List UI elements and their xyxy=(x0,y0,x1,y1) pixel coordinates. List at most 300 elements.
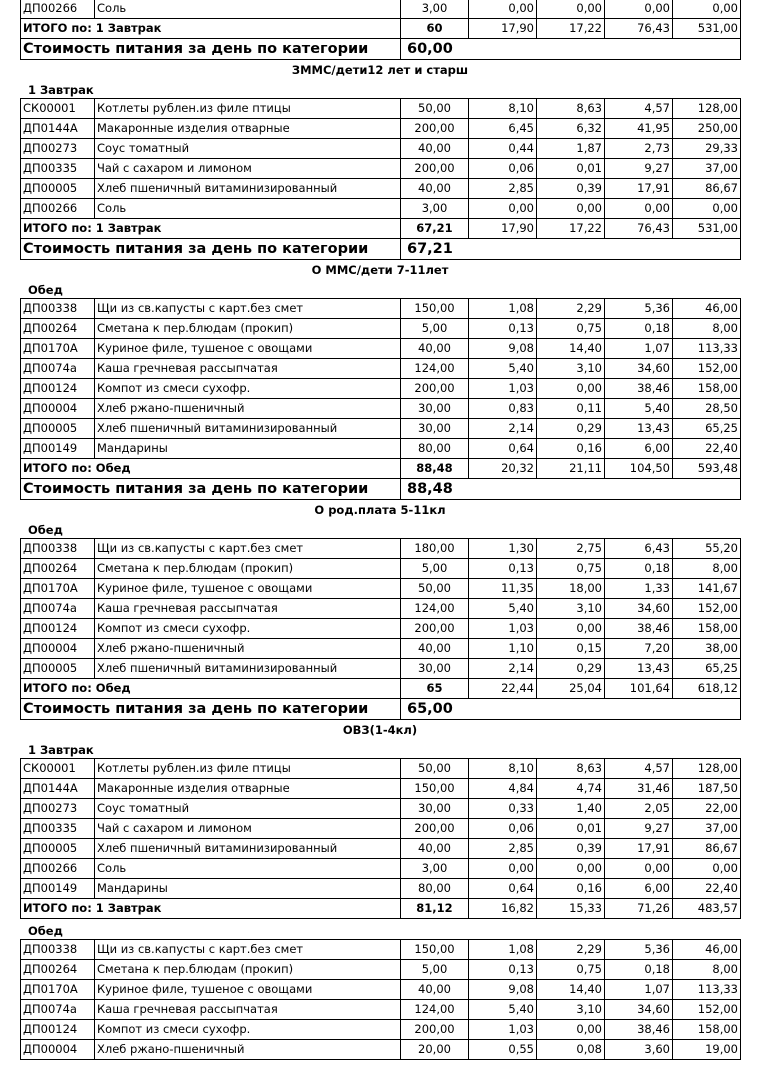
dish-code: ДП00266 xyxy=(21,199,95,219)
dish-carbs: 38,46 xyxy=(605,619,673,639)
dish-mass: 200,00 xyxy=(401,619,469,639)
dish-mass: 200,00 xyxy=(401,1020,469,1040)
table-row xyxy=(21,599,741,619)
table-row xyxy=(21,639,741,659)
day-cost-value: 67,21 xyxy=(401,239,741,260)
dish-carbs: 7,20 xyxy=(605,639,673,659)
dish-mass: 200,00 xyxy=(401,379,469,399)
menu-table xyxy=(20,538,741,720)
table-row xyxy=(21,539,741,559)
dish-energy: 158,00 xyxy=(673,619,741,639)
dish-mass: 20,00 xyxy=(401,1040,469,1060)
dish-code: ДП00338 xyxy=(21,299,95,319)
table-row xyxy=(21,99,741,119)
dish-name: Соль xyxy=(95,199,401,219)
dish-fat: 8,63 xyxy=(537,99,605,119)
dish-mass: 124,00 xyxy=(401,599,469,619)
dish-energy: 86,67 xyxy=(673,179,741,199)
dish-protein: 1,08 xyxy=(469,299,537,319)
dish-protein: 9,08 xyxy=(469,339,537,359)
dish-fat: 8,63 xyxy=(537,759,605,779)
category-title: ОВЗ(1-4кл) xyxy=(342,723,418,737)
dish-name: Соль xyxy=(95,0,401,19)
dish-fat: 0,29 xyxy=(537,419,605,439)
dish-carbs: 2,05 xyxy=(605,799,673,819)
dish-mass: 50,00 xyxy=(401,99,469,119)
meal-total-row xyxy=(21,899,741,919)
table-row xyxy=(21,799,741,819)
dish-name: Мандарины xyxy=(95,439,401,459)
dish-mass: 40,00 xyxy=(401,839,469,859)
dish-fat: 2,75 xyxy=(537,539,605,559)
day-cost-value: 60,00 xyxy=(401,39,741,60)
dish-carbs: 6,43 xyxy=(605,539,673,559)
dish-mass: 124,00 xyxy=(401,359,469,379)
dish-code: ДП00124 xyxy=(21,619,95,639)
dish-code: ДП0170А xyxy=(21,579,95,599)
total-protein: 22,44 xyxy=(469,679,537,699)
total-label: ИТОГО по: 1 Завтрак xyxy=(21,19,401,39)
dish-code: ДП00004 xyxy=(21,639,95,659)
total-fat: 17,22 xyxy=(537,219,605,239)
dish-protein: 1,03 xyxy=(469,619,537,639)
dish-code: ДП0074а xyxy=(21,359,95,379)
dish-protein: 6,45 xyxy=(469,119,537,139)
total-carbs: 104,50 xyxy=(605,459,673,479)
dish-mass: 150,00 xyxy=(401,940,469,960)
dish-protein: 8,10 xyxy=(469,99,537,119)
dish-energy: 128,00 xyxy=(673,99,741,119)
dish-code: ДП00264 xyxy=(21,319,95,339)
dish-protein: 9,08 xyxy=(469,980,537,1000)
dish-energy: 152,00 xyxy=(673,359,741,379)
dish-carbs: 6,00 xyxy=(605,439,673,459)
dish-protein: 0,13 xyxy=(469,319,537,339)
meal-title: Обед xyxy=(28,283,63,297)
dish-code: ДП00264 xyxy=(21,960,95,980)
dish-carbs: 1,07 xyxy=(605,339,673,359)
dish-carbs: 5,36 xyxy=(605,299,673,319)
total-fat: 17,22 xyxy=(537,19,605,39)
category-title: ЗММС/дети12 лет и старш xyxy=(291,63,469,77)
dish-mass: 50,00 xyxy=(401,759,469,779)
total-energy: 483,57 xyxy=(673,899,741,919)
dish-carbs: 0,18 xyxy=(605,319,673,339)
dish-protein: 2,85 xyxy=(469,179,537,199)
table-row xyxy=(21,879,741,899)
dish-name: Соль xyxy=(95,859,401,879)
table-row xyxy=(21,980,741,1000)
dish-protein: 1,08 xyxy=(469,940,537,960)
dish-mass: 80,00 xyxy=(401,439,469,459)
dish-name: Сметана к пер.блюдам (прокип) xyxy=(95,559,401,579)
dish-name: Хлеб ржано-пшеничный xyxy=(95,399,401,419)
dish-fat: 0,00 xyxy=(537,0,605,19)
dish-carbs: 6,00 xyxy=(605,879,673,899)
dish-fat: 1,87 xyxy=(537,139,605,159)
dish-protein: 1,10 xyxy=(469,639,537,659)
day-cost-label: Стоимость питания за день по категории xyxy=(21,239,401,260)
dish-energy: 113,33 xyxy=(673,980,741,1000)
table-row xyxy=(21,619,741,639)
dish-code: ДП0144А xyxy=(21,779,95,799)
dish-energy: 65,25 xyxy=(673,659,741,679)
dish-code: ДП00005 xyxy=(21,839,95,859)
dish-mass: 124,00 xyxy=(401,1000,469,1020)
dish-fat: 0,00 xyxy=(537,859,605,879)
dish-fat: 0,00 xyxy=(537,199,605,219)
dish-code: ДП00338 xyxy=(21,940,95,960)
total-protein: 20,32 xyxy=(469,459,537,479)
dish-name: Чай с сахаром и лимоном xyxy=(95,819,401,839)
dish-carbs: 0,00 xyxy=(605,859,673,879)
menu-table xyxy=(20,98,741,260)
dish-carbs: 41,95 xyxy=(605,119,673,139)
dish-name: Щи из св.капусты с карт.без смет xyxy=(95,940,401,960)
menu-table xyxy=(20,298,741,500)
dish-mass: 80,00 xyxy=(401,879,469,899)
total-protein: 17,90 xyxy=(469,219,537,239)
dish-protein: 0,00 xyxy=(469,859,537,879)
dish-mass: 150,00 xyxy=(401,299,469,319)
dish-fat: 0,75 xyxy=(537,319,605,339)
dish-protein: 5,40 xyxy=(469,599,537,619)
dish-carbs: 4,57 xyxy=(605,99,673,119)
dish-code: ДП00005 xyxy=(21,179,95,199)
dish-fat: 0,16 xyxy=(537,439,605,459)
category-section xyxy=(20,260,740,500)
dish-fat: 0,00 xyxy=(537,1020,605,1040)
dish-name: Каша гречневая рассыпчатая xyxy=(95,1000,401,1020)
table-row xyxy=(21,179,741,199)
dish-energy: 46,00 xyxy=(673,940,741,960)
meal-title: Обед xyxy=(28,924,63,938)
day-cost-label: Стоимость питания за день по категории xyxy=(21,39,401,60)
table-row xyxy=(21,659,741,679)
dish-name: Хлеб пшеничный витаминизированный xyxy=(95,839,401,859)
dish-protein: 2,85 xyxy=(469,839,537,859)
day-cost-label: Стоимость питания за день по категории xyxy=(21,479,401,500)
dish-name: Макаронные изделия отварные xyxy=(95,119,401,139)
dish-energy: 8,00 xyxy=(673,960,741,980)
dish-fat: 0,11 xyxy=(537,399,605,419)
dish-code: ДП0170А xyxy=(21,980,95,1000)
dish-name: Каша гречневая рассыпчатая xyxy=(95,359,401,379)
table-row xyxy=(21,759,741,779)
dish-fat: 0,00 xyxy=(537,379,605,399)
dish-name: Хлеб ржано-пшеничный xyxy=(95,1040,401,1060)
day-cost-row xyxy=(21,239,741,260)
dish-energy: 0,00 xyxy=(673,199,741,219)
dish-name: Компот из смеси сухофр. xyxy=(95,1020,401,1040)
day-cost-value: 65,00 xyxy=(401,699,741,720)
dish-carbs: 17,91 xyxy=(605,179,673,199)
dish-fat: 14,40 xyxy=(537,980,605,1000)
dish-energy: 38,00 xyxy=(673,639,741,659)
table-row xyxy=(21,139,741,159)
dish-mass: 30,00 xyxy=(401,799,469,819)
dish-code: ДП0074а xyxy=(21,599,95,619)
dish-mass: 50,00 xyxy=(401,579,469,599)
total-fat: 25,04 xyxy=(537,679,605,699)
total-cost: 81,12 xyxy=(401,899,469,919)
dish-fat: 18,00 xyxy=(537,579,605,599)
dish-code: ДП00335 xyxy=(21,159,95,179)
dish-mass: 150,00 xyxy=(401,779,469,799)
total-protein: 17,90 xyxy=(469,19,537,39)
dish-name: Котлеты рублен.из филе птицы xyxy=(95,99,401,119)
dish-protein: 5,40 xyxy=(469,1000,537,1020)
dish-carbs: 0,00 xyxy=(605,199,673,219)
dish-code: ДП00273 xyxy=(21,799,95,819)
total-cost: 67,21 xyxy=(401,219,469,239)
dish-protein: 2,14 xyxy=(469,419,537,439)
dish-carbs: 0,00 xyxy=(605,0,673,19)
dish-carbs: 34,60 xyxy=(605,359,673,379)
dish-code: ДП00124 xyxy=(21,1020,95,1040)
dish-code: ДП00004 xyxy=(21,1040,95,1060)
dish-protein: 2,14 xyxy=(469,659,537,679)
table-row xyxy=(21,839,741,859)
category-list xyxy=(20,60,740,1060)
dish-mass: 3,00 xyxy=(401,0,469,19)
menu-report xyxy=(20,0,740,1060)
dish-carbs: 38,46 xyxy=(605,1020,673,1040)
dish-carbs: 0,18 xyxy=(605,559,673,579)
dish-code: ДП0170А xyxy=(21,339,95,359)
dish-fat: 2,29 xyxy=(537,299,605,319)
dish-energy: 37,00 xyxy=(673,159,741,179)
dish-protein: 0,83 xyxy=(469,399,537,419)
dish-name: Хлеб пшеничный витаминизированный xyxy=(95,179,401,199)
dish-protein: 0,55 xyxy=(469,1040,537,1060)
dish-code: ДП00266 xyxy=(21,0,95,19)
dish-energy: 8,00 xyxy=(673,319,741,339)
dish-energy: 141,67 xyxy=(673,579,741,599)
dish-carbs: 17,91 xyxy=(605,839,673,859)
dish-mass: 40,00 xyxy=(401,179,469,199)
dish-carbs: 13,43 xyxy=(605,419,673,439)
dish-mass: 30,00 xyxy=(401,419,469,439)
dish-fat: 3,10 xyxy=(537,359,605,379)
dish-fat: 6,32 xyxy=(537,119,605,139)
dish-fat: 1,40 xyxy=(537,799,605,819)
dish-carbs: 1,07 xyxy=(605,980,673,1000)
category-title: О род.плата 5-11кл xyxy=(314,503,446,517)
dish-code: ДП00005 xyxy=(21,419,95,439)
dish-name: Хлеб пшеничный витаминизированный xyxy=(95,659,401,679)
dish-energy: 86,67 xyxy=(673,839,741,859)
table-row xyxy=(21,379,741,399)
dish-protein: 1,30 xyxy=(469,539,537,559)
dish-energy: 158,00 xyxy=(673,1020,741,1040)
dish-mass: 5,00 xyxy=(401,319,469,339)
table-row xyxy=(21,299,741,319)
dish-protein: 1,03 xyxy=(469,379,537,399)
dish-mass: 40,00 xyxy=(401,639,469,659)
total-cost: 88,48 xyxy=(401,459,469,479)
dish-protein: 0,64 xyxy=(469,439,537,459)
total-energy: 618,12 xyxy=(673,679,741,699)
dish-protein: 0,13 xyxy=(469,960,537,980)
dish-code: СК00001 xyxy=(21,99,95,119)
table-row xyxy=(21,779,741,799)
day-cost-row xyxy=(21,699,741,720)
dish-energy: 0,00 xyxy=(673,0,741,19)
day-cost-value: 88,48 xyxy=(401,479,741,500)
dish-name: Сметана к пер.блюдам (прокип) xyxy=(95,319,401,339)
meal-total-row xyxy=(21,679,741,699)
dish-code: ДП0074а xyxy=(21,1000,95,1020)
menu-table-fragment xyxy=(20,0,741,60)
dish-energy: 55,20 xyxy=(673,539,741,559)
day-cost-label: Стоимость питания за день по категории xyxy=(21,699,401,720)
dish-fat: 14,40 xyxy=(537,339,605,359)
table-row xyxy=(21,960,741,980)
dish-mass: 5,00 xyxy=(401,559,469,579)
dish-protein: 0,00 xyxy=(469,0,537,19)
dish-code: ДП00338 xyxy=(21,539,95,559)
dish-mass: 3,00 xyxy=(401,199,469,219)
dish-protein: 0,06 xyxy=(469,159,537,179)
dish-fat: 0,75 xyxy=(537,960,605,980)
dish-code: ДП00273 xyxy=(21,139,95,159)
dish-name: Сметана к пер.блюдам (прокип) xyxy=(95,960,401,980)
dish-protein: 1,03 xyxy=(469,1020,537,1040)
dish-mass: 180,00 xyxy=(401,539,469,559)
dish-energy: 29,33 xyxy=(673,139,741,159)
total-cost: 60 xyxy=(401,19,469,39)
dish-fat: 2,29 xyxy=(537,940,605,960)
dish-protein: 4,84 xyxy=(469,779,537,799)
dish-protein: 5,40 xyxy=(469,359,537,379)
dish-energy: 187,50 xyxy=(673,779,741,799)
dish-energy: 37,00 xyxy=(673,819,741,839)
dish-energy: 65,25 xyxy=(673,419,741,439)
dish-mass: 200,00 xyxy=(401,119,469,139)
total-label: ИТОГО по: Обед xyxy=(21,459,401,479)
dish-name: Соус томатный xyxy=(95,139,401,159)
table-row xyxy=(21,439,741,459)
dish-fat: 0,39 xyxy=(537,179,605,199)
dish-code: ДП00005 xyxy=(21,659,95,679)
dish-fat: 0,01 xyxy=(537,159,605,179)
dish-fat: 0,39 xyxy=(537,839,605,859)
dish-fat: 0,16 xyxy=(537,879,605,899)
dish-fat: 4,74 xyxy=(537,779,605,799)
dish-carbs: 3,60 xyxy=(605,1040,673,1060)
dish-energy: 250,00 xyxy=(673,119,741,139)
table-row xyxy=(21,199,741,219)
dish-code: ДП00264 xyxy=(21,559,95,579)
dish-code: ДП00266 xyxy=(21,859,95,879)
table-row xyxy=(21,0,741,19)
total-energy: 593,48 xyxy=(673,459,741,479)
table-row xyxy=(21,119,741,139)
dish-fat: 0,75 xyxy=(537,559,605,579)
dish-code: СК00001 xyxy=(21,759,95,779)
dish-mass: 200,00 xyxy=(401,159,469,179)
meal-title: 1 Завтрак xyxy=(28,83,94,97)
meal-title: Обед xyxy=(28,523,63,537)
dish-carbs: 9,27 xyxy=(605,159,673,179)
dish-name: Макаронные изделия отварные xyxy=(95,779,401,799)
dish-mass: 5,00 xyxy=(401,960,469,980)
dish-carbs: 4,57 xyxy=(605,759,673,779)
dish-code: ДП00335 xyxy=(21,819,95,839)
category-section xyxy=(20,500,740,720)
menu-table xyxy=(20,758,741,919)
dish-energy: 46,00 xyxy=(673,299,741,319)
table-row xyxy=(21,859,741,879)
menu-table xyxy=(20,939,741,1060)
dish-energy: 22,40 xyxy=(673,439,741,459)
table-row xyxy=(21,1020,741,1040)
table-row xyxy=(21,819,741,839)
dish-protein: 0,64 xyxy=(469,879,537,899)
dish-carbs: 5,36 xyxy=(605,940,673,960)
total-carbs: 76,43 xyxy=(605,219,673,239)
dish-energy: 22,40 xyxy=(673,879,741,899)
table-row xyxy=(21,359,741,379)
day-cost-row xyxy=(21,479,741,500)
dish-protein: 0,06 xyxy=(469,819,537,839)
table-row xyxy=(21,339,741,359)
total-energy: 531,00 xyxy=(673,19,741,39)
dish-mass: 40,00 xyxy=(401,139,469,159)
dish-energy: 8,00 xyxy=(673,559,741,579)
dish-mass: 30,00 xyxy=(401,399,469,419)
dish-code: ДП00124 xyxy=(21,379,95,399)
dish-mass: 200,00 xyxy=(401,819,469,839)
category-section xyxy=(20,60,740,260)
dish-carbs: 1,33 xyxy=(605,579,673,599)
dish-fat: 0,00 xyxy=(537,619,605,639)
table-row xyxy=(21,399,741,419)
dish-name: Куриное филе, тушеное с овощами xyxy=(95,980,401,1000)
dish-name: Хлеб пшеничный витаминизированный xyxy=(95,419,401,439)
dish-carbs: 34,60 xyxy=(605,1000,673,1020)
meal-total-row xyxy=(21,219,741,239)
dish-fat: 0,01 xyxy=(537,819,605,839)
dish-mass: 40,00 xyxy=(401,339,469,359)
table-row xyxy=(21,1040,741,1060)
dish-fat: 0,29 xyxy=(537,659,605,679)
dish-fat: 3,10 xyxy=(537,1000,605,1020)
dish-energy: 152,00 xyxy=(673,1000,741,1020)
dish-carbs: 5,40 xyxy=(605,399,673,419)
dish-protein: 11,35 xyxy=(469,579,537,599)
dish-fat: 0,15 xyxy=(537,639,605,659)
total-label: ИТОГО по: 1 Завтрак xyxy=(21,899,401,919)
total-fat: 21,11 xyxy=(537,459,605,479)
dish-carbs: 13,43 xyxy=(605,659,673,679)
dish-energy: 158,00 xyxy=(673,379,741,399)
table-row xyxy=(21,559,741,579)
dish-fat: 3,10 xyxy=(537,599,605,619)
table-row xyxy=(21,419,741,439)
dish-mass: 40,00 xyxy=(401,980,469,1000)
total-energy: 531,00 xyxy=(673,219,741,239)
category-title: О ММС/дети 7-11лет xyxy=(311,263,449,277)
dish-energy: 128,00 xyxy=(673,759,741,779)
total-protein: 16,82 xyxy=(469,899,537,919)
dish-code: ДП00004 xyxy=(21,399,95,419)
dish-code: ДП00149 xyxy=(21,879,95,899)
dish-name: Куриное филе, тушеное с овощами xyxy=(95,339,401,359)
dish-protein: 0,13 xyxy=(469,559,537,579)
table-row xyxy=(21,1000,741,1020)
